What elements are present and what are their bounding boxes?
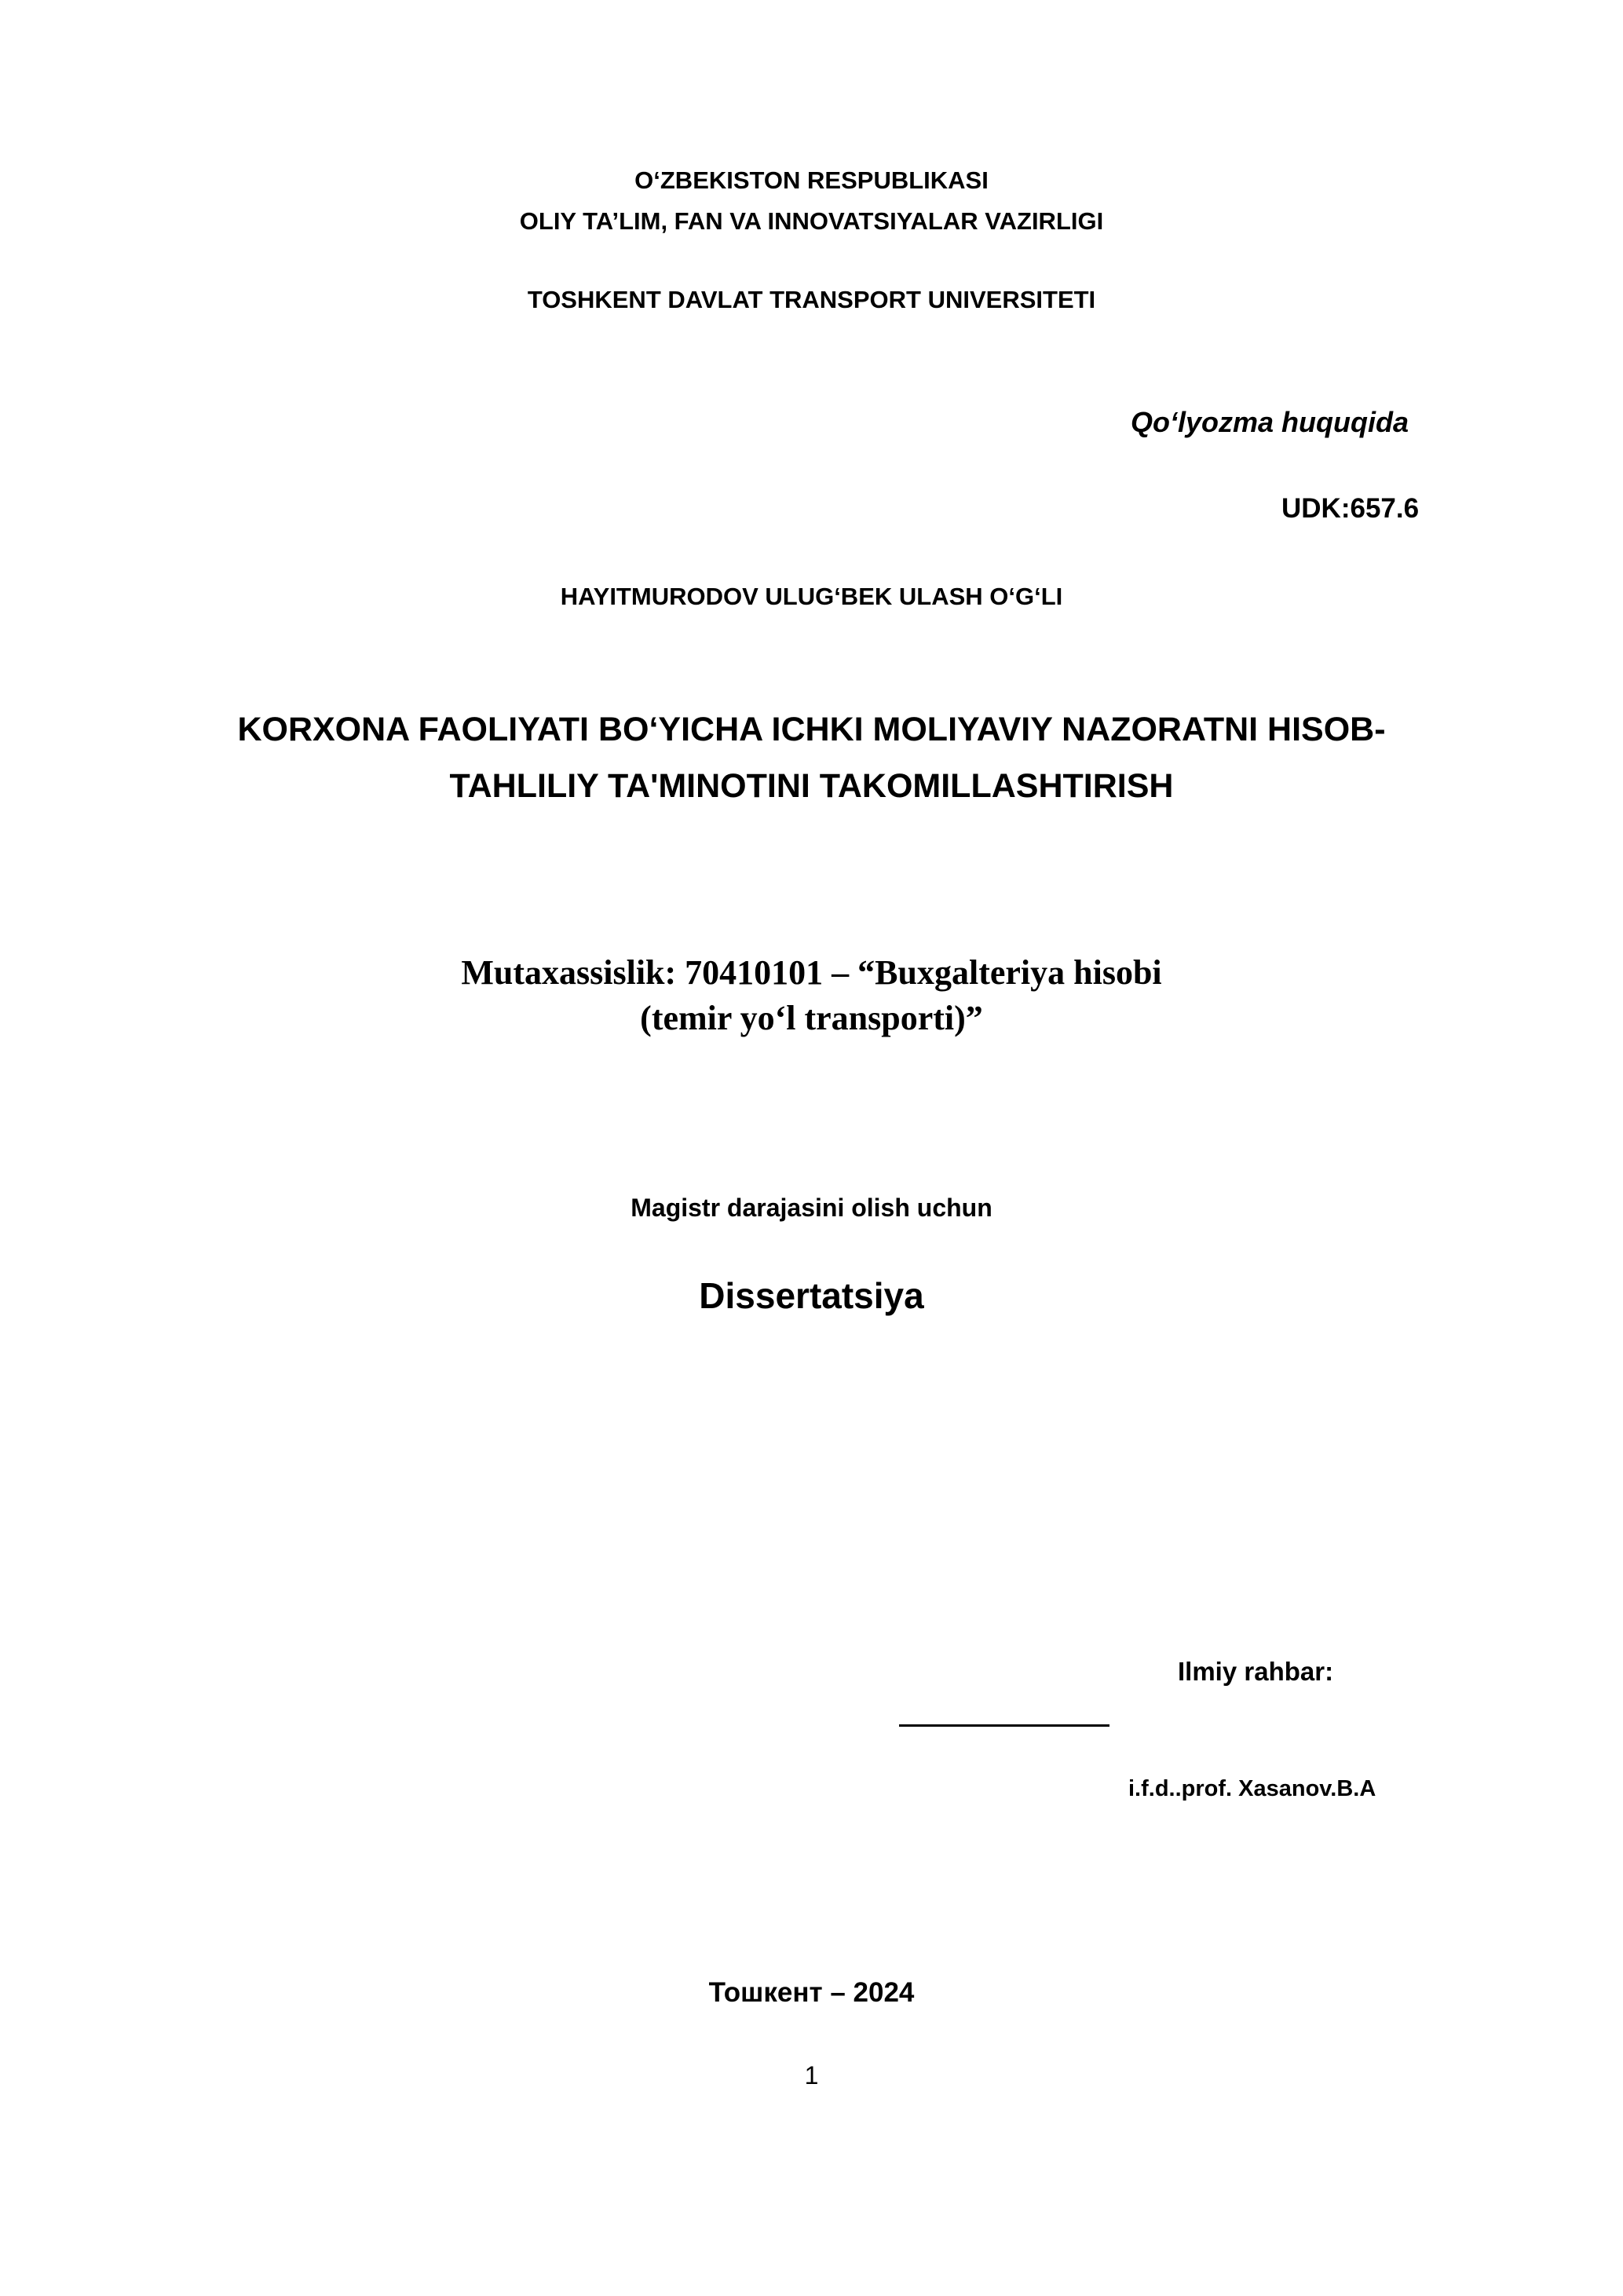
- degree-purpose: Magistr darajasini olish uchun: [631, 1194, 992, 1222]
- specialty-block: [0, 950, 1623, 1041]
- title-line-2: TAHLILIY TA'MINOTINI TAKOMILLASHTIRISH: [449, 767, 1174, 805]
- specialty-line-2: (temir yo‘l transporti)”: [640, 999, 983, 1037]
- ministry-line-2: OLIY TA’LIM, FAN VA INNOVATSIYALAR VAZIRLIGI: [519, 207, 1104, 235]
- work-type: Dissertatsiya: [699, 1275, 924, 1316]
- university-name: TOSHKENT DAVLAT TRANSPORT UNIVERSITETI: [527, 286, 1096, 313]
- dissertation-title: [0, 701, 1623, 814]
- author-name: HAYITMURODOV ULUG‘BEK ULASH O‘G‘LI: [560, 583, 1063, 610]
- signature-line: [899, 1724, 1109, 1727]
- supervisor-label: Ilmiy rahbar:: [1178, 1657, 1334, 1686]
- ministry-line-1: O‘ZBEKISTON RESPUBLIKASI: [634, 166, 989, 194]
- udk-code: UDK:657.6: [1281, 493, 1420, 524]
- specialty-line-1: Mutaxassislik: 70410101 – “Buxgalteriya hisobi: [461, 953, 1162, 992]
- page-number: 1: [804, 2061, 819, 2089]
- city-year: Тошкент – 2024: [708, 1977, 915, 2008]
- title-line-1: KORXONA FAOLIYATI BO‘YICHA ICHKI MOLIYAVIY NAZORATNI HISOB-: [237, 711, 1386, 748]
- manuscript-note: Qo‘lyozma huquqida: [1131, 406, 1409, 438]
- supervisor-name: i.f.d..prof. Xasanov.B.A: [1128, 1776, 1376, 1801]
